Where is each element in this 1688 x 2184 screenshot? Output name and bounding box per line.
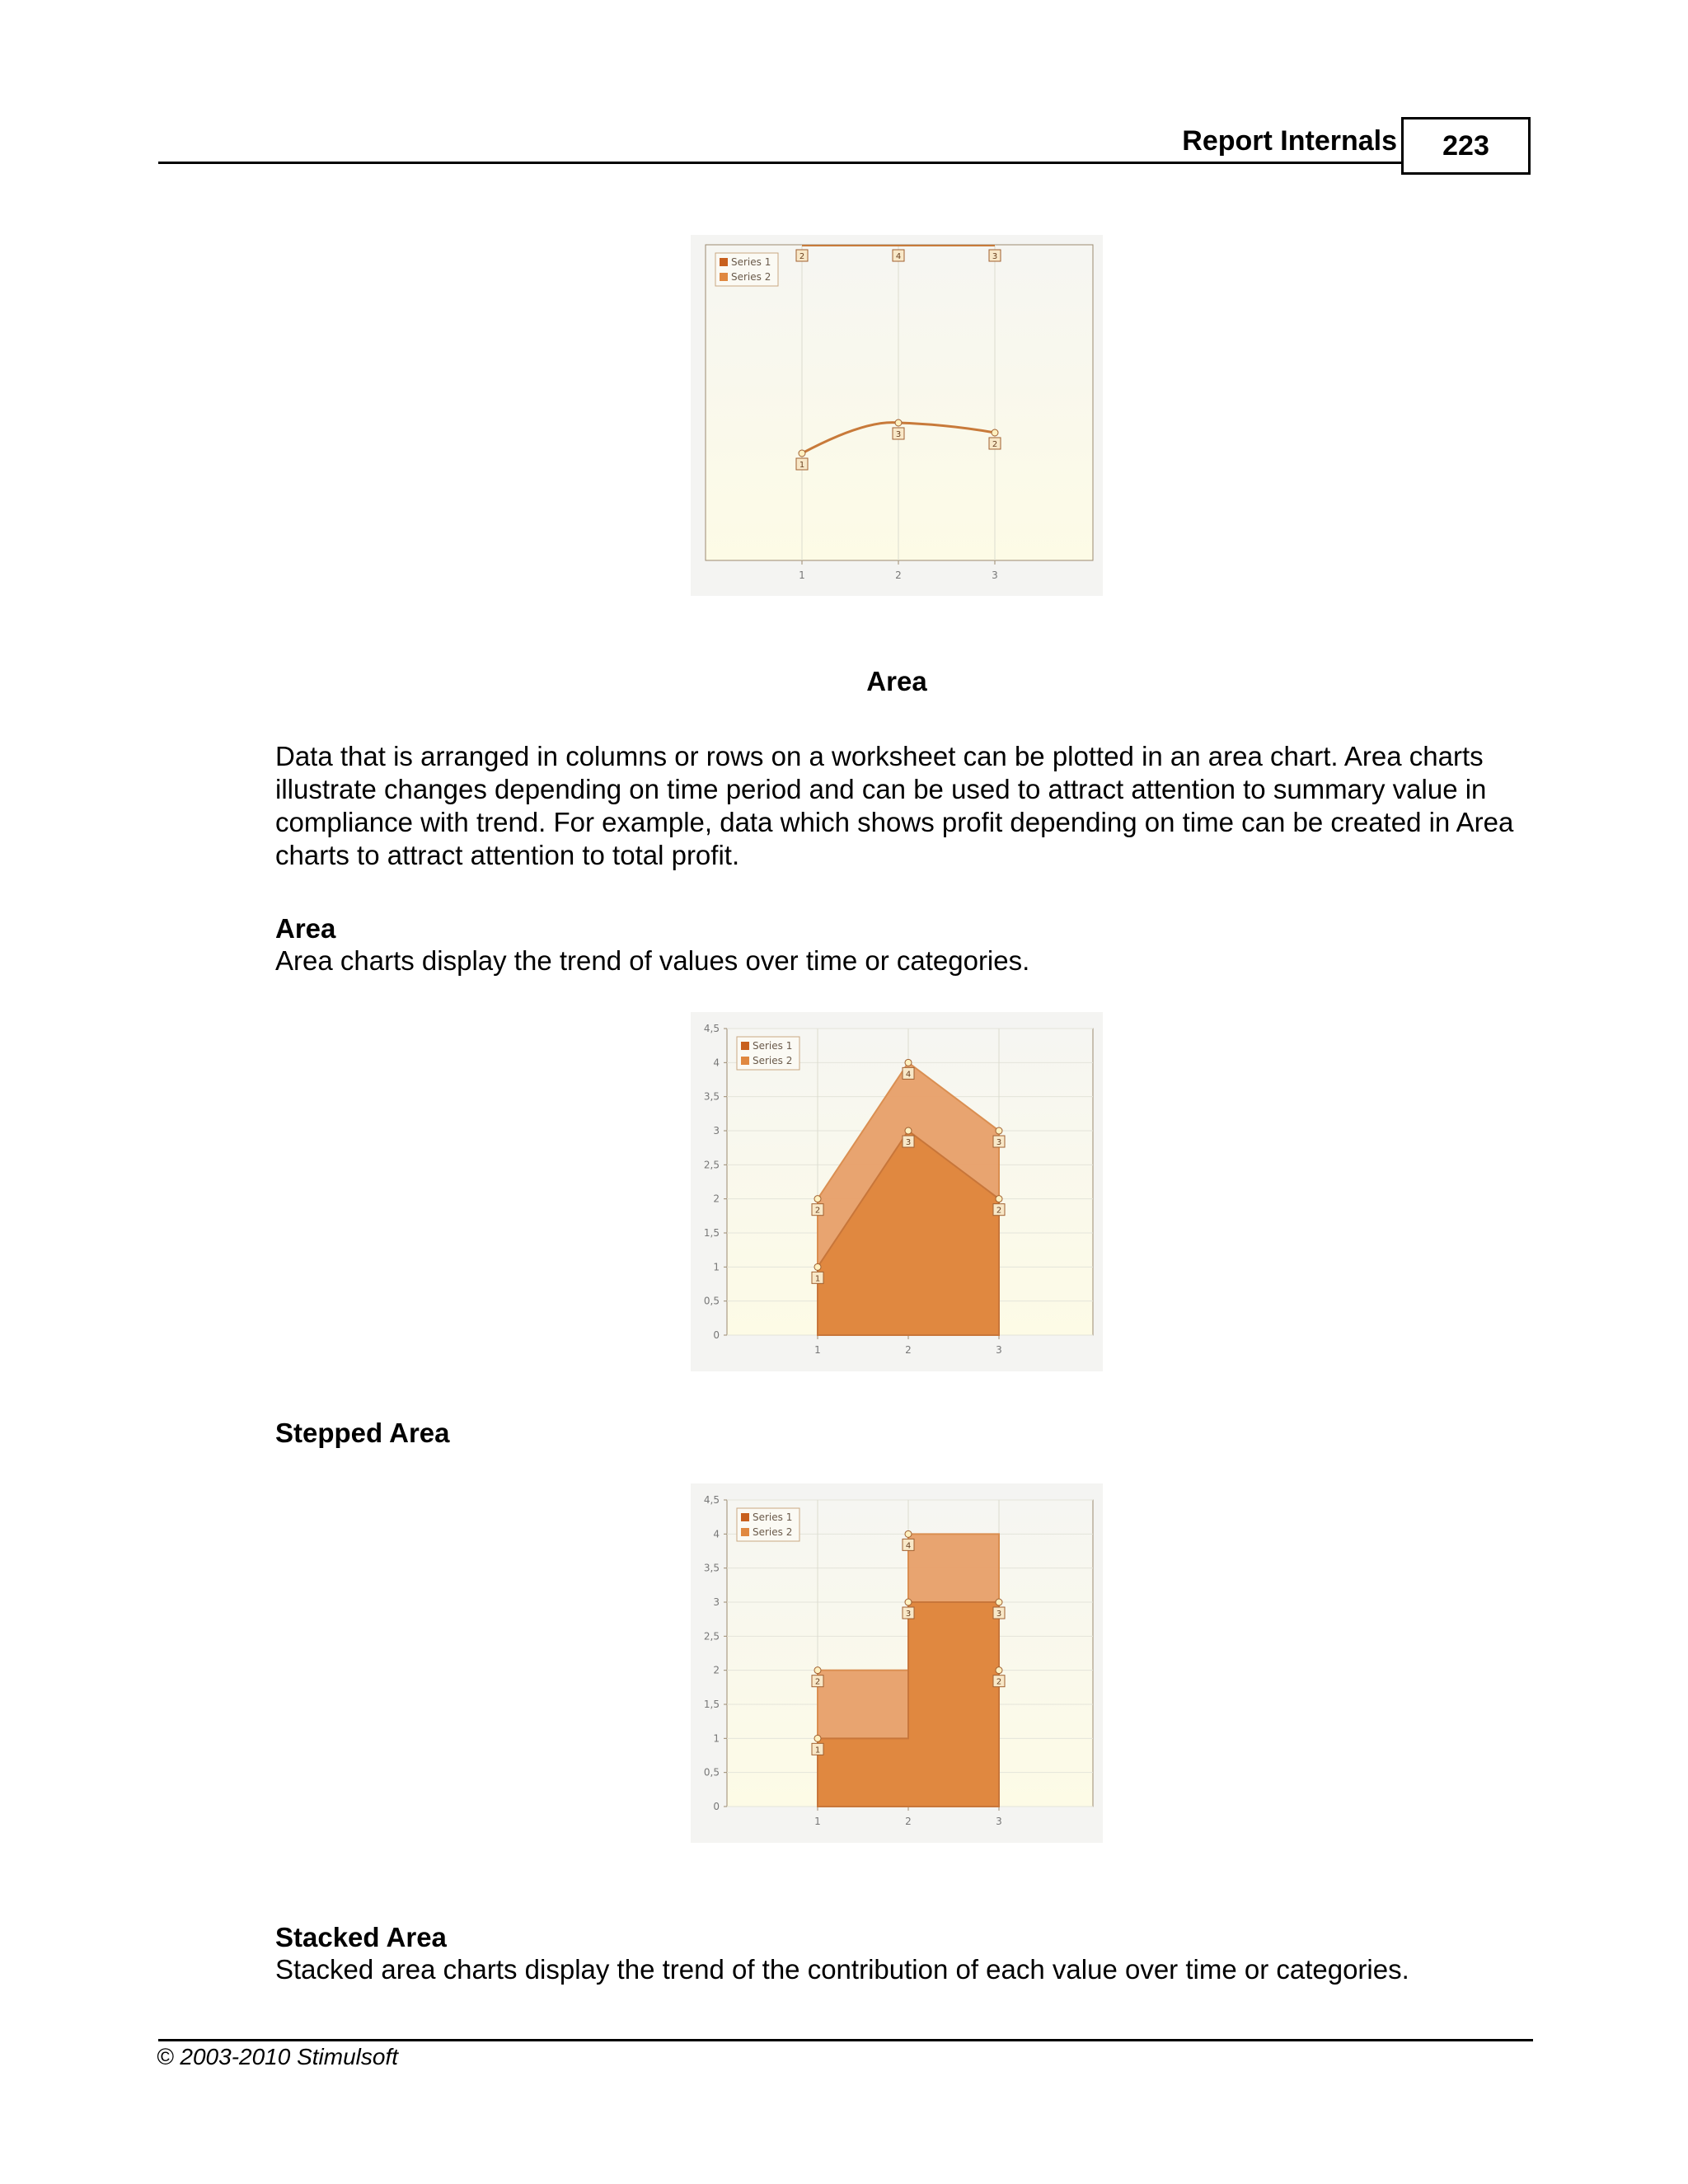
y-tick-label: 0 (713, 1801, 720, 1812)
legend-label: Series 2 (753, 1526, 793, 1538)
y-tick-label: 3,5 (703, 1090, 720, 1103)
series2-data-label: 4 (895, 252, 902, 261)
x-tick-label: 1 (814, 1344, 821, 1356)
series2-data-label: 2 (799, 252, 805, 261)
series2-data-label: 4 (905, 1541, 912, 1551)
area-description: Area charts display the trend of values over time or categories. (275, 945, 1030, 976)
y-tick-label: 4,5 (703, 1023, 720, 1034)
legend-swatch (741, 1528, 749, 1536)
area-chart (691, 1012, 1103, 1371)
series2-point (905, 1530, 912, 1537)
y-tick-label: 0,5 (703, 1295, 720, 1307)
x-tick-label: 3 (996, 1816, 1002, 1827)
series2-point (814, 1667, 821, 1674)
y-tick-label: 1,5 (703, 1699, 720, 1710)
series1-data-label: 3 (905, 1610, 912, 1619)
line-chart-svg (691, 235, 1103, 596)
x-tick-label: 3 (992, 569, 998, 581)
running-header-title: Report Internals (1182, 125, 1397, 157)
y-tick-label: 3 (713, 1596, 720, 1608)
x-tick-label: 2 (895, 569, 902, 581)
legend-swatch (741, 1042, 749, 1050)
series1-point (799, 450, 805, 457)
y-tick-label: 2,5 (703, 1159, 720, 1171)
series2-data-label: 4 (905, 1070, 912, 1080)
series1-point (895, 419, 902, 426)
series1-point (905, 1127, 912, 1134)
x-tick-label: 2 (905, 1344, 912, 1356)
x-tick-label: 1 (814, 1816, 821, 1827)
legend-label: Series 1 (753, 1040, 793, 1052)
series1-point (996, 1667, 1002, 1674)
x-tick-label: 2 (905, 1816, 912, 1827)
x-tick-label: 3 (996, 1344, 1002, 1356)
series2-point (905, 1059, 912, 1066)
x-tick-label: 1 (799, 569, 805, 581)
y-tick-label: 0 (713, 1329, 720, 1341)
y-tick-label: 1 (713, 1261, 720, 1273)
stepped-area-chart (691, 1483, 1103, 1843)
legend-swatch (720, 258, 728, 266)
series1-data-label: 2 (996, 1677, 1002, 1687)
line-chart (691, 235, 1103, 596)
y-tick-label: 4 (713, 1057, 720, 1069)
legend-label: Series 1 (731, 256, 771, 268)
footer-rule (158, 2039, 1533, 2041)
y-tick-label: 4,5 (703, 1494, 720, 1506)
plot-area (706, 245, 1093, 560)
y-tick-label: 2 (713, 1193, 720, 1205)
series1-point (992, 429, 998, 436)
y-tick-label: 3,5 (703, 1562, 720, 1574)
header-rule (158, 162, 1401, 164)
y-tick-label: 2 (713, 1664, 720, 1676)
series1-point (905, 1599, 912, 1605)
area-title: Area (275, 913, 336, 944)
series2-data-label: 3 (996, 1138, 1002, 1148)
series2-data-label: 2 (814, 1677, 821, 1687)
series1-data-label: 2 (992, 440, 998, 449)
y-tick-label: 4 (713, 1528, 720, 1540)
series2-point (814, 1196, 821, 1202)
series2-point (996, 1599, 1002, 1605)
series2-point (996, 1127, 1002, 1134)
intro-paragraph: Data that is arranged in columns or rows on a worksheet can be plotted in an area chart. Area charts illustrate changes depending on time period and can be used to attract attention to summary value in compliance with trend. For example, data which shows profit depending on time can be created in Area charts to attract attention to total profit. (275, 741, 1514, 870)
series2-data-label: 3 (996, 1610, 1002, 1619)
legend-label: Series 2 (753, 1055, 793, 1066)
series2-data-label: 2 (814, 1206, 821, 1216)
page-number: 223 (1401, 117, 1531, 175)
series1-point (996, 1196, 1002, 1202)
series1-data-label: 1 (799, 461, 805, 470)
legend-swatch (720, 273, 728, 281)
stepped-area-title: Stepped Area (275, 1418, 450, 1448)
y-tick-label: 2,5 (703, 1630, 720, 1643)
series1-data-label: 3 (895, 430, 902, 439)
y-tick-label: 1,5 (703, 1227, 720, 1239)
legend-label: Series 1 (753, 1511, 793, 1523)
legend-swatch (741, 1513, 749, 1521)
series1-point (814, 1735, 821, 1741)
stepped-area-chart-svg (691, 1483, 1103, 1843)
legend-label: Series 2 (731, 271, 771, 283)
series1-point (814, 1263, 821, 1270)
y-tick-label: 3 (713, 1125, 720, 1137)
stacked-area-title: Stacked Area (275, 1922, 447, 1952)
section-heading: Area (866, 666, 927, 696)
series2-data-label: 3 (992, 252, 998, 261)
y-tick-label: 1 (713, 1732, 720, 1745)
legend-swatch (741, 1057, 749, 1065)
footer-copyright: © 2003-2010 Stimulsoft (157, 2044, 399, 2069)
series1-data-label: 1 (814, 1274, 821, 1284)
series1-data-label: 2 (996, 1206, 1002, 1216)
stacked-area-description: Stacked area charts display the trend of the contribution of each value over time or categories. (275, 1954, 1409, 1985)
series1-data-label: 1 (814, 1746, 821, 1755)
series1-data-label: 3 (905, 1138, 912, 1148)
y-tick-label: 0,5 (703, 1766, 720, 1779)
area-chart-svg (691, 1012, 1103, 1371)
